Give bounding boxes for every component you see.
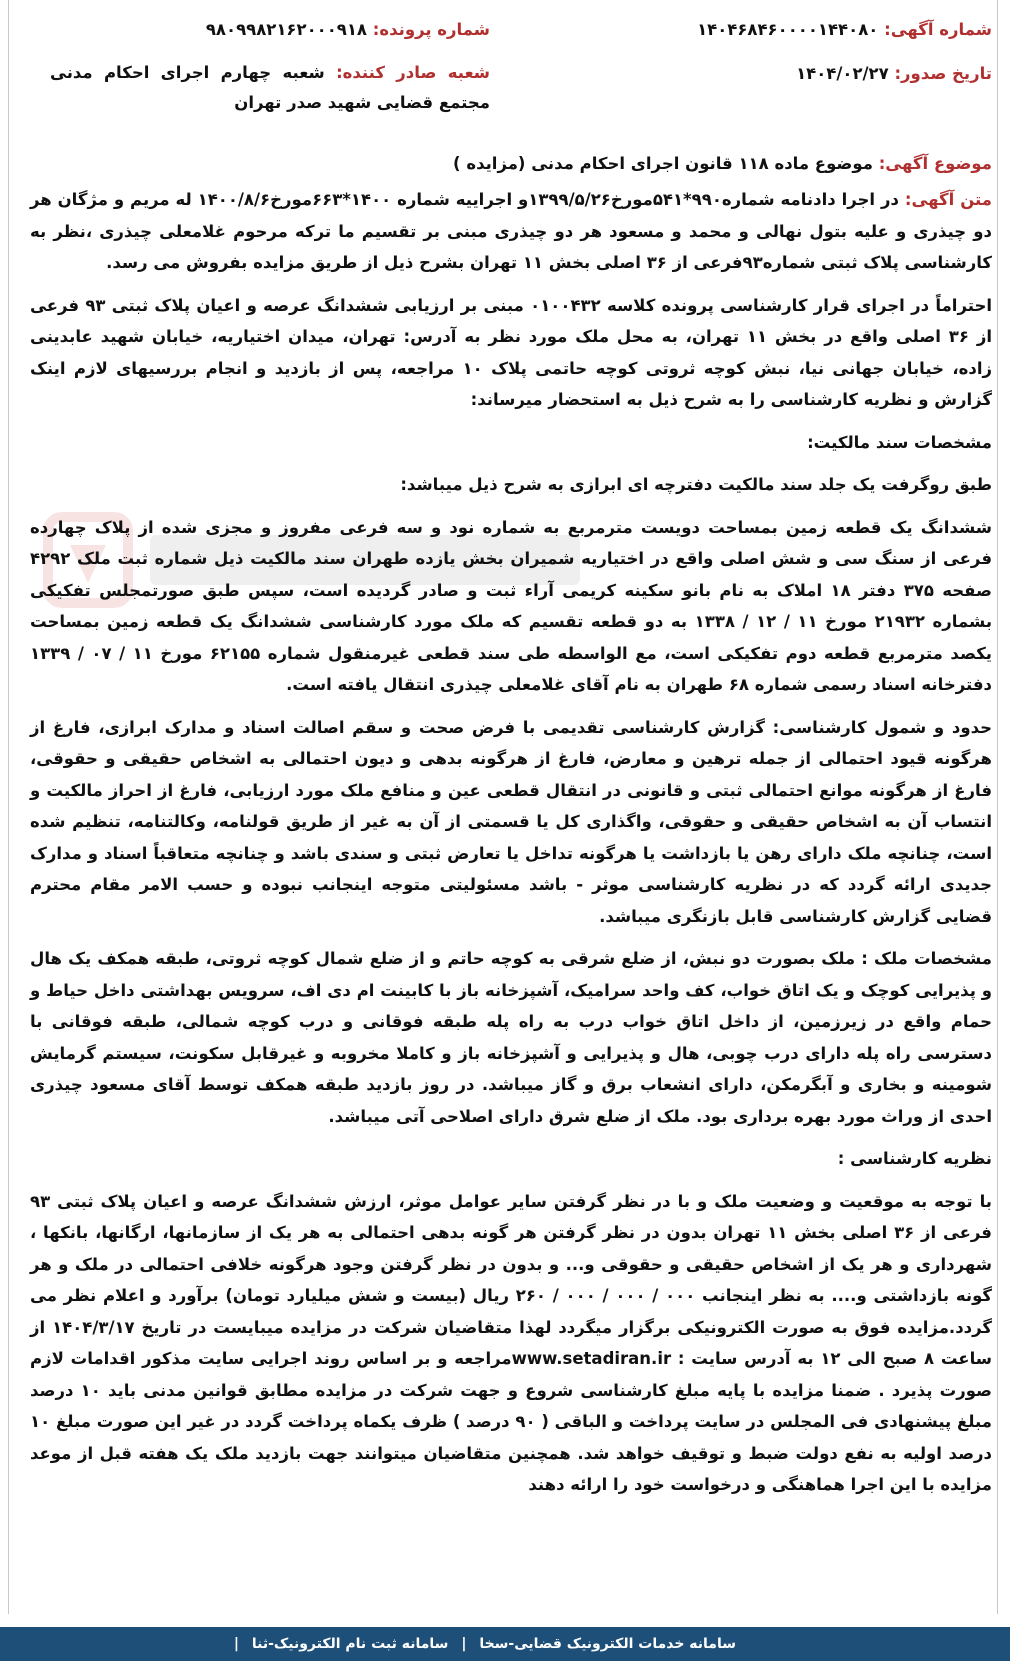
footer-bar — [0, 1627, 1010, 1661]
subject-field — [30, 148, 992, 184]
heading-ownership-deed: مشخصات سند مالکیت: — [807, 432, 992, 452]
intro-text: در اجرا دادنامه شماره۹۹۰*۵۴۱مورخ۱۳۹۹/۵/۲۶و اجراییه شماره ۱۴۰۰*۶۶۳مورخ۱۴۰۰/۸/۶ له مریم و مژگان هر دو چیذری و علیه بتول نهالی و محمد و مسعود هر دو چیذری مبنی بر تقسیم ما ترکه مرحوم غلامعلی چیذری ،نظر به کارشناسی پلاک ثبتی شماره۹۳فرعی از ۳۶ اصلی بخش ۱۱ تهران بشرح ذیل از طریق مزایده بفروش می رسد. — [30, 190, 992, 272]
issue-date-field — [796, 58, 992, 90]
ad-number-field — [697, 14, 992, 46]
footer-separator-end: | — [233, 1636, 239, 1652]
paragraph-expert-opinion — [30, 1186, 992, 1501]
issuer-label: شعبه صادر کننده: — [336, 63, 490, 82]
case-number-field — [50, 14, 490, 46]
paragraph-deed-details: ششدانگ یک قطعه زمین بمساحت دویست مترمربع به شماره نود و سه فرعی مفروز و مجزی شده از پلاک چهارده فرعی از سنگ سی و شش اصلی واقع در اختیاریه شمیران بخش یازده طهران سند مالکیت ذیل شماره ثبت ملک ۴۲۹۲ صفحه ۳۷۵ دفتر ۱۸ املاک به نام بانو سکینه کریمی آراء ثبت و صادر گردیده است، سپس طبق صورتمجلس تفکیکی بشماره ۲۱۹۳۲ مورخ ۱۱ / ۱۲ / ۱۳۳۸ به دو قطعه تقسیم که ملک مورد کارشناسی ششدانگ یک قطعه زمین بمساحت یکصد مترمربع قطعه دوم تفکیکی است، مع الواسطه طی سند قطعی غیرمنقول شماره ۶۲۱۵۵ مورخ ۱۱ / ۰۷ / ۱۳۳۹ دفترخانه اسناد رسمی شماره ۶۸ طهران به نام آقای غلامعلی چیذری انتقال یافته است. — [30, 517, 993, 694]
opinion-text-part2: مراجعه و بر اساس روند اجرایی سایت مذکور اقدامات لازم صورت پذیرد . ضمنا مزایده با پایه مبلغ کارشناسی شروع و جهت شرکت در مزایده مطابق قوانین مدنی باید ۱۰ درصد مبلغ پیشنهادی فی المجلس در سایت پرداخت و الباقی ( ۹۰ درصد ) ظرف یکماه پرداخت گردد در غیر این صورت مبلغ ۱۰ درصد اولیه به نفع دولت ضبط و توقیف خواهد شد. همچنین متقاضیان میتوانند جهت بازدید ملک یک هفته قبل از موعد مزایده با این اجرا هماهنگی و درخواست خود را ارائه دهند — [30, 1349, 993, 1494]
case-number-value: ۹۸۰۹۹۸۲۱۶۲۰۰۰۹۱۸ — [205, 20, 367, 39]
issuer-field — [50, 58, 490, 118]
website-link[interactable]: www.setadiran.ir — [511, 1349, 672, 1368]
footer-separator: | — [461, 1636, 467, 1652]
paragraph-deed-intro: طبق روگرفت یک جلد سند مالکیت دفترچه ای ابرازی به شرح ذیل میباشد: — [400, 475, 992, 494]
announcement-document — [30, 10, 992, 1512]
footer-link-sakha[interactable]: سامانه خدمات الکترونیک قضایی-سخا — [479, 1636, 736, 1652]
heading-expert-opinion: نظریه کارشناسی : — [837, 1149, 992, 1168]
ad-number-value: ۱۴۰۴۶۸۴۶۰۰۰۰۱۴۴۰۸۰ — [697, 20, 879, 39]
issuer-value: شعبه چهارم اجرای احکام مدنی مجتمع قضایی شهید صدر تهران — [50, 63, 490, 112]
paragraph-request: احتراماً در اجرای قرار کارشناسی پرونده کلاسه ۰۱۰۰۴۳۲ مبنی بر ارزیابی ششدانگ عرصه و اعیان پلاک ثبتی ۹۳ فرعی از ۳۶ اصلی واقع در بخش ۱۱ تهران، به محل ملک مورد نظر به آدرس: تهران، میدان اختیاریه، خیابان شهید عابدینی زاده، خیابان جهانی نیا، نبش کوچه ثروتی کوچه حاتمی پلاک ۱۰ مراجعه، پس از بازدید و انجام بررسیهای لازم اینک گزارش و نظریه کارشناسی را به شرح ذیل به استحضار میرساند: — [30, 295, 993, 409]
issue-date-label: تاریخ صدور: — [894, 64, 992, 83]
case-number-label: شماره پرونده: — [372, 20, 490, 39]
intro-paragraph — [30, 184, 992, 279]
meta-row-date-issuer — [30, 52, 992, 132]
opinion-text-part1: با توجه به موقعیت و وضعیت ملک و با در نظر گرفتن سایر عوامل موثر، ارزش ششدانگ عرصه و اعیان پلاک ثبتی ۹۳ فرعی از ۳۶ اصلی بخش ۱۱ تهران بدون در نظر گرفتن هر گونه بدهی احتمالی به هر یک از سازمانها، ارگانها، بانکها ، شهرداری و هر یک از اشخاص حقیقی و حقوقی و... و بدون در نظر گرفتن وجود هرگونه خلافی احتمالی در ملک و هر گونه بازداشتی و.... به نظر اینجانب ۰۰۰ / ۰۰۰ / ۰۰۰ / ۲۶۰ ریال (بیست و شش میلیارد تومان) برآورد و اعلام نظر می گردد.مزایده فوق به صورت الکترونیکی برگزار میگردد لهذا متقاضیان شرکت در مزایده میبایست در تاریخ ۱۴۰۴/۳/۱۷ از ساعت ۸ صبح الی ۱۲ به آدرس سایت : — [30, 1191, 993, 1368]
subject-label: موضوع آگهی: — [878, 154, 992, 173]
paragraph-property-specs: مشخصات ملک : ملک بصورت دو نبش، از ضلع شرقی به کوچه حاتم و از ضلع شمال کوچه ثروتی، طبقه همکف یک هال و پذیرایی کوچک و یک اتاق خواب، کف واحد سرامیک، آشپزخانه باز با کابینت ام دی اف، سرویس بهداشتی داخل حیاط و حمام واقع در زیرزمین، از داخل اتاق خواب درب به راه پله طبقه فوقانی و درب کوچه شمالی، طبقه فوقانی با دسترسی راه پله دارای درب چوبی، هال و پذیرایی و آشپزخانه باز و کاملا مخروبه و غیرقابل سکونت، سیستم گرمایش شومینه و بخاری و آبگرمکن، دارای انشعاب برق و گاز میباشد. در روز بازدید طبقه همکف توسط آقای مسعود چیذری احدی از وراث مورد بهره برداری بود. ملک از ضلع شرق دارای اصلاحی آتی میباشد. — [30, 949, 992, 1126]
ad-number-label: شماره آگهی: — [884, 20, 992, 39]
text-label: متن آگهی: — [904, 190, 992, 209]
subject-value: موضوع ماده ۱۱۸ قانون اجرای احکام مدنی (مزایده ) — [453, 154, 873, 173]
footer-link-sana[interactable]: سامانه ثبت نام الکترونیک-ثنا — [251, 1636, 449, 1652]
paragraph-scope: حدود و شمول کارشناسی: گزارش کارشناسی تقدیمی با فرض صحت و سقم اصالت اسناد و مدارک ابرازی، فارغ از هرگونه قیود احتمالی از جمله ترهین و معارض، فارغ از هرگونه بدهی و دیون احتمالی به اشخاص حقیقی و حقوقی، فارغ از هرگونه موانع احتمالی ثبتی و قانونی در انتقال قطعی عین و منافع ملک مورد ارزیابی، فارغ از احراز مالکیت و انتساب آن به اشخاص حقیقی و حقوقی، واگذاری کل یا قسمتی از آن به غیر از طریق قولنامه، وکالتنامه، تنظیم شده است، چنانچه ملک دارای رهن یا بازداشت یا هرگونه تداخل یا تعارض ثبتی و سندی باشد و چنانچه متعاقباً اسناد و مدارک جدیدی ارائه گردد که در نظریه کارشناسی موثر - باشد مسئولیتی متوجه اینجانب نبوده و حسب الامر مقام محترم قضایی گزارش کارشناسی قابل بازنگری میباشد. — [30, 717, 992, 926]
issue-date-value: ۱۴۰۴/۰۲/۲۷ — [796, 64, 889, 83]
meta-row-numbers — [30, 10, 992, 52]
